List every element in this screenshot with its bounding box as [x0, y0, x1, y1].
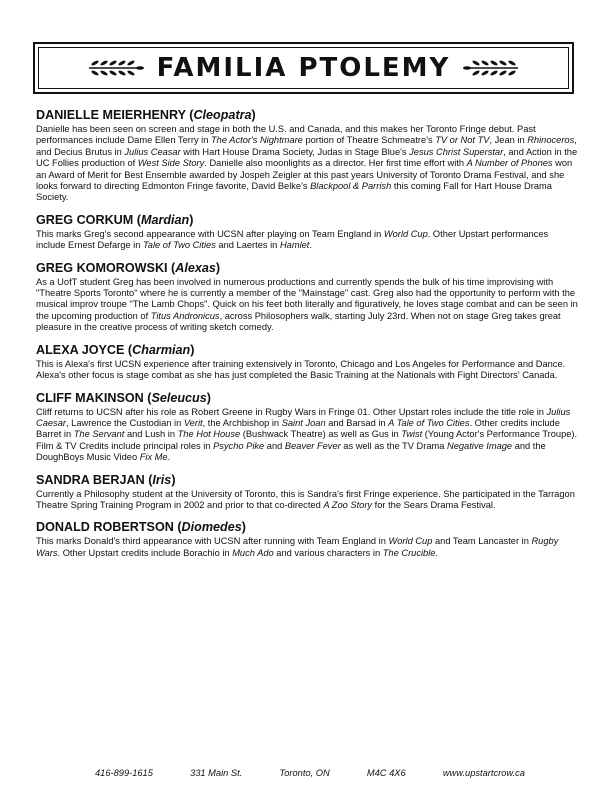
cast-name: GREG KOMOROWSKI [36, 260, 168, 275]
title-italic: Twist [401, 429, 423, 440]
cast-entry [36, 520, 580, 559]
bio-text: This marks Donald's third appearance with UCSN after running with Team England in [36, 536, 389, 547]
bio-text: . Other Upstart performances include Ernest Defarge in [36, 228, 549, 251]
title-italic: Saint Joan [281, 417, 326, 428]
cast-name-heading: DANIELLE MEIERHENRY (Cleopatra) [36, 108, 256, 122]
cast-name-heading: SANDRA BERJAN (Iris) [36, 472, 176, 487]
bio-text: (Bushwack Theatre) as well as Gus in [240, 429, 402, 440]
bio-text: , and Decius Brutus in [36, 135, 577, 157]
bio-text: . [435, 547, 439, 558]
title-italic: Titus Andronicus [150, 310, 220, 321]
cast-name-heading: DONALD ROBERTSON (Diomedes) [36, 520, 246, 535]
title-italic: The Crucible [382, 547, 436, 558]
cast-entry [36, 213, 580, 252]
cast-bios [36, 108, 580, 568]
cast-entry [36, 261, 580, 334]
vine-ornament-left-icon [87, 57, 145, 79]
bio-text: , the Archbishop in [202, 417, 282, 428]
cast-name: GREG CORKUM [36, 212, 134, 227]
title-italic: Psycho Pike [213, 440, 265, 451]
title-italic: Rhinoceros [527, 135, 575, 146]
cast-role: Alexas [175, 260, 216, 275]
cast-name-heading: CLIFF MAKINSON (Seleucus) [36, 390, 211, 405]
bio-text: , Jean in [489, 135, 528, 146]
bio-text: and Lush in [124, 429, 178, 440]
cast-bio [36, 489, 580, 512]
bio-text: Cliff returns to UCSN after his role as Robert Greene in Rugby Wars in Fringe 01. Other Upstart roles include the title role in [36, 406, 547, 417]
title-italic: Tale of Two Cities [142, 240, 216, 251]
cast-entry [36, 473, 580, 512]
cast-entry [36, 343, 580, 382]
cast-bio [36, 124, 580, 204]
bio-text: This marks Greg's second appearance with UCSN after playing on Team England in [36, 228, 384, 239]
title-italic: World Cup [388, 536, 433, 547]
cast-name: DONALD ROBERTSON [36, 520, 174, 535]
title-italic: The Hot House [177, 429, 241, 440]
title-italic: Rugby Wars [36, 536, 559, 558]
cast-name-heading: GREG KOMOROWSKI (Alexas) [36, 260, 221, 275]
cast-bio [36, 229, 580, 252]
bio-text: and Team Lancaster in [432, 536, 532, 547]
cast-role: Iris [152, 472, 172, 487]
bio-text: and Laertes in [215, 240, 280, 251]
title-italic: A Tale of Two Cities [388, 417, 470, 428]
cast-name: CLIFF MAKINSON [36, 390, 144, 405]
bio-text: , across Philosophers walk, starting July 23rd. When not on stage Greg takes great pleasure in the creative process of writing sketch comedy. [36, 310, 561, 333]
title-italic: Beaver Fever [284, 440, 341, 451]
bio-text: portion of Theatre Schmeatre's [302, 135, 436, 146]
title-italic: A Zoo Story [323, 499, 373, 510]
footer-phone: 416-899-1615 [95, 768, 153, 778]
bio-text: Danielle has been seen on screen and stage in both the U.S. and Canada, and this makes her Toronto Fringe debut. Past performances include Dame Ellen Terry in [36, 124, 536, 146]
contact-footer [95, 768, 525, 778]
title-italic: Negative Image [446, 440, 513, 451]
title-italic: Julius Caesar [36, 406, 571, 428]
bio-text: won an Award of Merit for Best Ensemble awarded by Jospeh Zeigler at this past years University of Toronto Drama Festival, and she looks forward to directing Edmonton Fringe favorite, David Belke's [36, 158, 573, 192]
title-italic: West Side Story [137, 158, 205, 169]
cast-bio [36, 536, 580, 559]
bio-text: and Barsad in [325, 417, 389, 428]
title-italic: Blackpool & Parrish [310, 181, 392, 192]
bio-text: , Lawrence the Custodian in [65, 417, 184, 428]
footer-postal: M4C 4X6 [366, 768, 406, 778]
title-italic: The Servant [73, 429, 125, 440]
footer-city: Toronto, ON [279, 768, 330, 778]
bio-text: , and Action in the UC Follies production of [36, 146, 578, 169]
bio-text: . Danielle also moonlights as a director. Her first time effort with [204, 158, 467, 169]
title-italic: A Number of Phones [466, 158, 553, 169]
bio-text: as well as the TV Drama [340, 440, 447, 451]
title-italic: Verit [183, 417, 203, 428]
bio-text: for the Sears Drama Festival. [372, 499, 496, 510]
cast-name: DANIELLE MEIERHENRY [36, 108, 186, 122]
bio-text: This is Alexa's first UCSN experience after training extensively in Toronto, Chicago and Los Angeles for Performance and Dance. Alexa's other focus is stage combat as she has just completed the Basic Training at the Nationals with Fight Directors' Canada. [36, 358, 566, 381]
cast-name-heading: ALEXA JOYCE (Charmian) [36, 342, 195, 357]
cast-role: Charmian [132, 342, 191, 357]
cast-bio [36, 359, 580, 382]
cast-role: Cleopatra [193, 108, 252, 122]
bio-text: Currently a Philosophy student at the University of Toronto, this is Sandra's first Fringe experience. She participated in the Tarragon Theatre Spring Training Program in 2002 and prior to that co-directed [36, 488, 575, 510]
cast-bio [36, 277, 580, 334]
footer-street: 331 Main St. [190, 768, 243, 778]
bio-text: . Other credits include Barret in [36, 417, 560, 440]
bio-text: with Hart House Drama Society, Judas in Stage Blue's [180, 146, 410, 157]
bio-text: . Other Upstart credits include Borachio in [57, 547, 233, 558]
page-title: FAMILIA PTOLEMY [156, 53, 451, 83]
title-italic: Much Ado [232, 547, 274, 558]
vine-ornament-right-icon [462, 57, 520, 79]
bio-text: (Young Actor's Performance Troupe). Film & TV Credits include principal roles in [36, 429, 578, 451]
title-italic: Julius Ceasar [124, 146, 181, 157]
title-banner [33, 42, 574, 94]
bio-text: this coming Fall for Hart House Drama Society. [36, 181, 552, 203]
title-italic: Hamlet [279, 240, 310, 251]
title-italic: TV or Not TV [435, 135, 490, 146]
bio-text: . [309, 240, 312, 251]
bio-text: and [264, 440, 285, 451]
cast-role: Diomedes [181, 520, 242, 535]
cast-role: Seleucus [151, 390, 207, 405]
footer-website: www.upstartcrow.ca [442, 768, 525, 778]
cast-entry [36, 108, 580, 204]
cast-name-heading: GREG CORKUM (Mardian) [36, 212, 194, 227]
title-italic: Jesus Christ Superstar [409, 146, 504, 157]
cast-name: SANDRA BERJAN [36, 472, 145, 487]
title-italic: The Actor's Nightmare [211, 135, 303, 146]
title-italic: Fix Me [139, 452, 168, 463]
bio-text: As a UofT student Greg has been involved in numerous productions and currently spends the bulk of his time improvising with "Theatre Sports Toronto" where he is currently a member of the "Mainstage" cast. Greg also had the opportunity to perform with the musical improv troupe "The Lamb Chops". Quick on his feet both literally and figuratively, he loves stage combat and can be seen in the upcoming production of [36, 276, 578, 321]
bio-text: and the DoughBoys Music Video [36, 440, 546, 463]
cast-name: ALEXA JOYCE [36, 342, 125, 357]
cast-entry [36, 391, 580, 464]
bio-text: and various characters in [273, 547, 383, 558]
cast-bio [36, 407, 580, 464]
title-italic: World Cup [383, 228, 428, 239]
cast-role: Mardian [140, 212, 190, 227]
bio-text: . [167, 452, 171, 463]
